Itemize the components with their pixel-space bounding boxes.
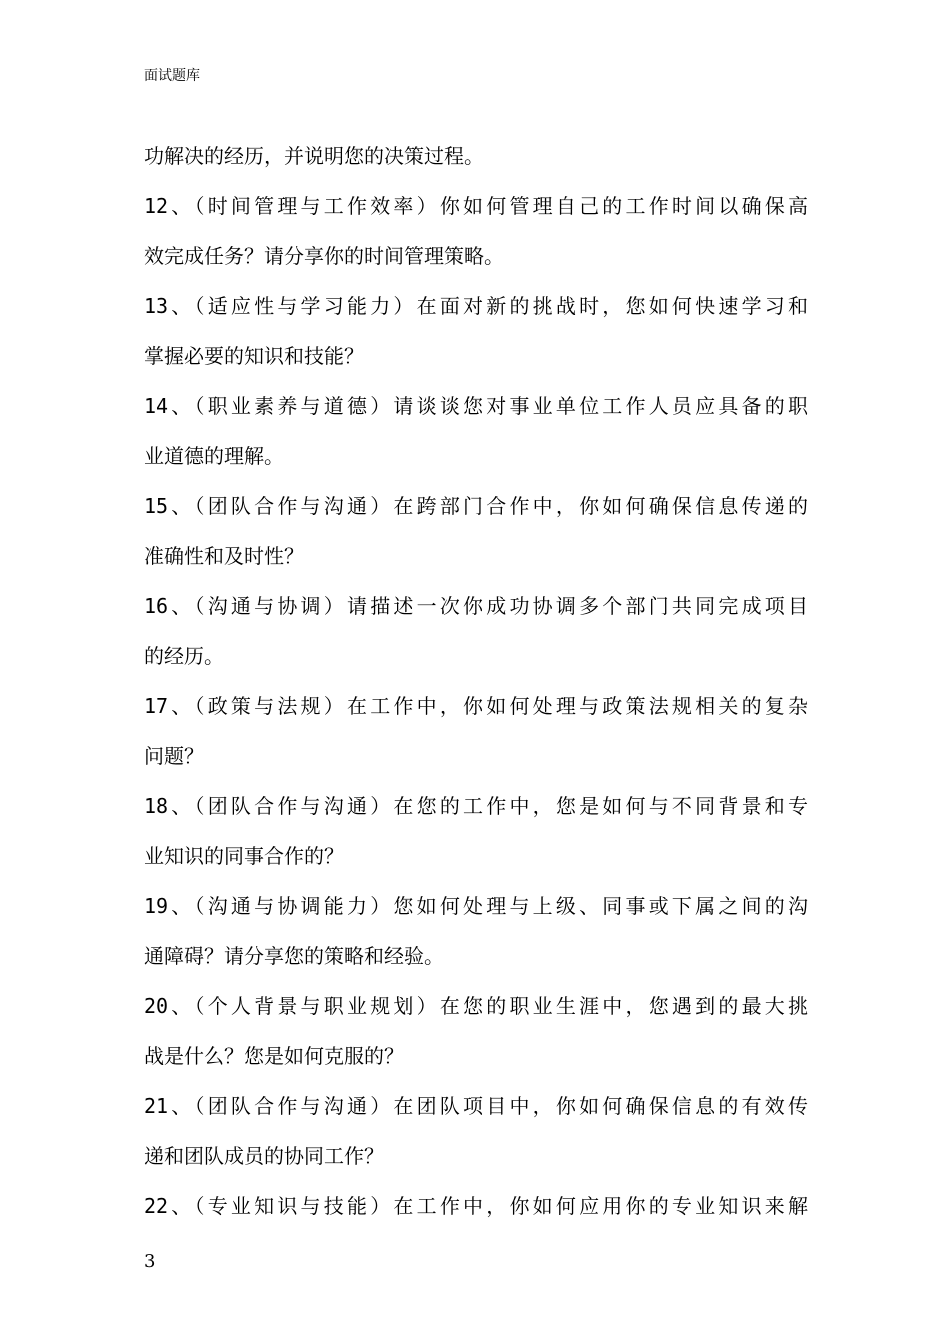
question-19-line-1: 19、（沟通与协调能力）您如何处理与上级、同事或下属之间的沟 [144, 894, 808, 918]
question-18-line-1: 18、（团队合作与沟通）在您的工作中，您是如何与不同背景和专 [144, 794, 808, 818]
question-12-line-2: 效完成任务？请分享你的时间管理策略。 [144, 244, 504, 268]
question-16-line-1: 16、（沟通与协调）请描述一次你成功协调多个部门共同完成项目 [144, 594, 808, 618]
text-line: 功解决的经历，并说明您的决策过程。 [144, 144, 484, 168]
question-15-line-2: 准确性和及时性？ [144, 544, 304, 568]
question-21-line-2: 递和团队成员的协同工作？ [144, 1144, 384, 1168]
question-13-line-2: 掌握必要的知识和技能？ [144, 344, 364, 368]
question-14-line-2: 业道德的理解。 [144, 444, 284, 468]
question-14-line-1: 14、（职业素养与道德）请谈谈您对事业单位工作人员应具备的职 [144, 394, 808, 418]
question-22-line-1: 22、（专业知识与技能）在工作中，你如何应用你的专业知识来解 [144, 1194, 808, 1218]
question-13-line-1: 13、（适应性与学习能力）在面对新的挑战时，您如何快速学习和 [144, 294, 808, 318]
question-15-line-1: 15、（团队合作与沟通）在跨部门合作中，你如何确保信息传递的 [144, 494, 808, 518]
question-16-line-2: 的经历。 [144, 644, 224, 668]
question-19-line-2: 通障碍？请分享您的策略和经验。 [144, 944, 444, 968]
question-18-line-2: 业知识的同事合作的？ [144, 844, 344, 868]
body-text [144, 131, 808, 1231]
page-header: 面试题库 [144, 68, 200, 84]
question-12-line-1: 12、（时间管理与工作效率）你如何管理自己的工作时间以确保高 [144, 194, 808, 218]
question-20-line-2: 战是什么？您是如何克服的？ [144, 1044, 404, 1068]
question-20-line-1: 20、（个人背景与职业规划）在您的职业生涯中，您遇到的最大挑 [144, 994, 808, 1018]
page-number: 3 [144, 1251, 156, 1272]
question-17-line-1: 17、（政策与法规）在工作中，你如何处理与政策法规相关的复杂 [144, 694, 808, 718]
question-17-line-2: 问题？ [144, 744, 204, 768]
question-21-line-1: 21、（团队合作与沟通）在团队项目中，你如何确保信息的有效传 [144, 1094, 808, 1118]
